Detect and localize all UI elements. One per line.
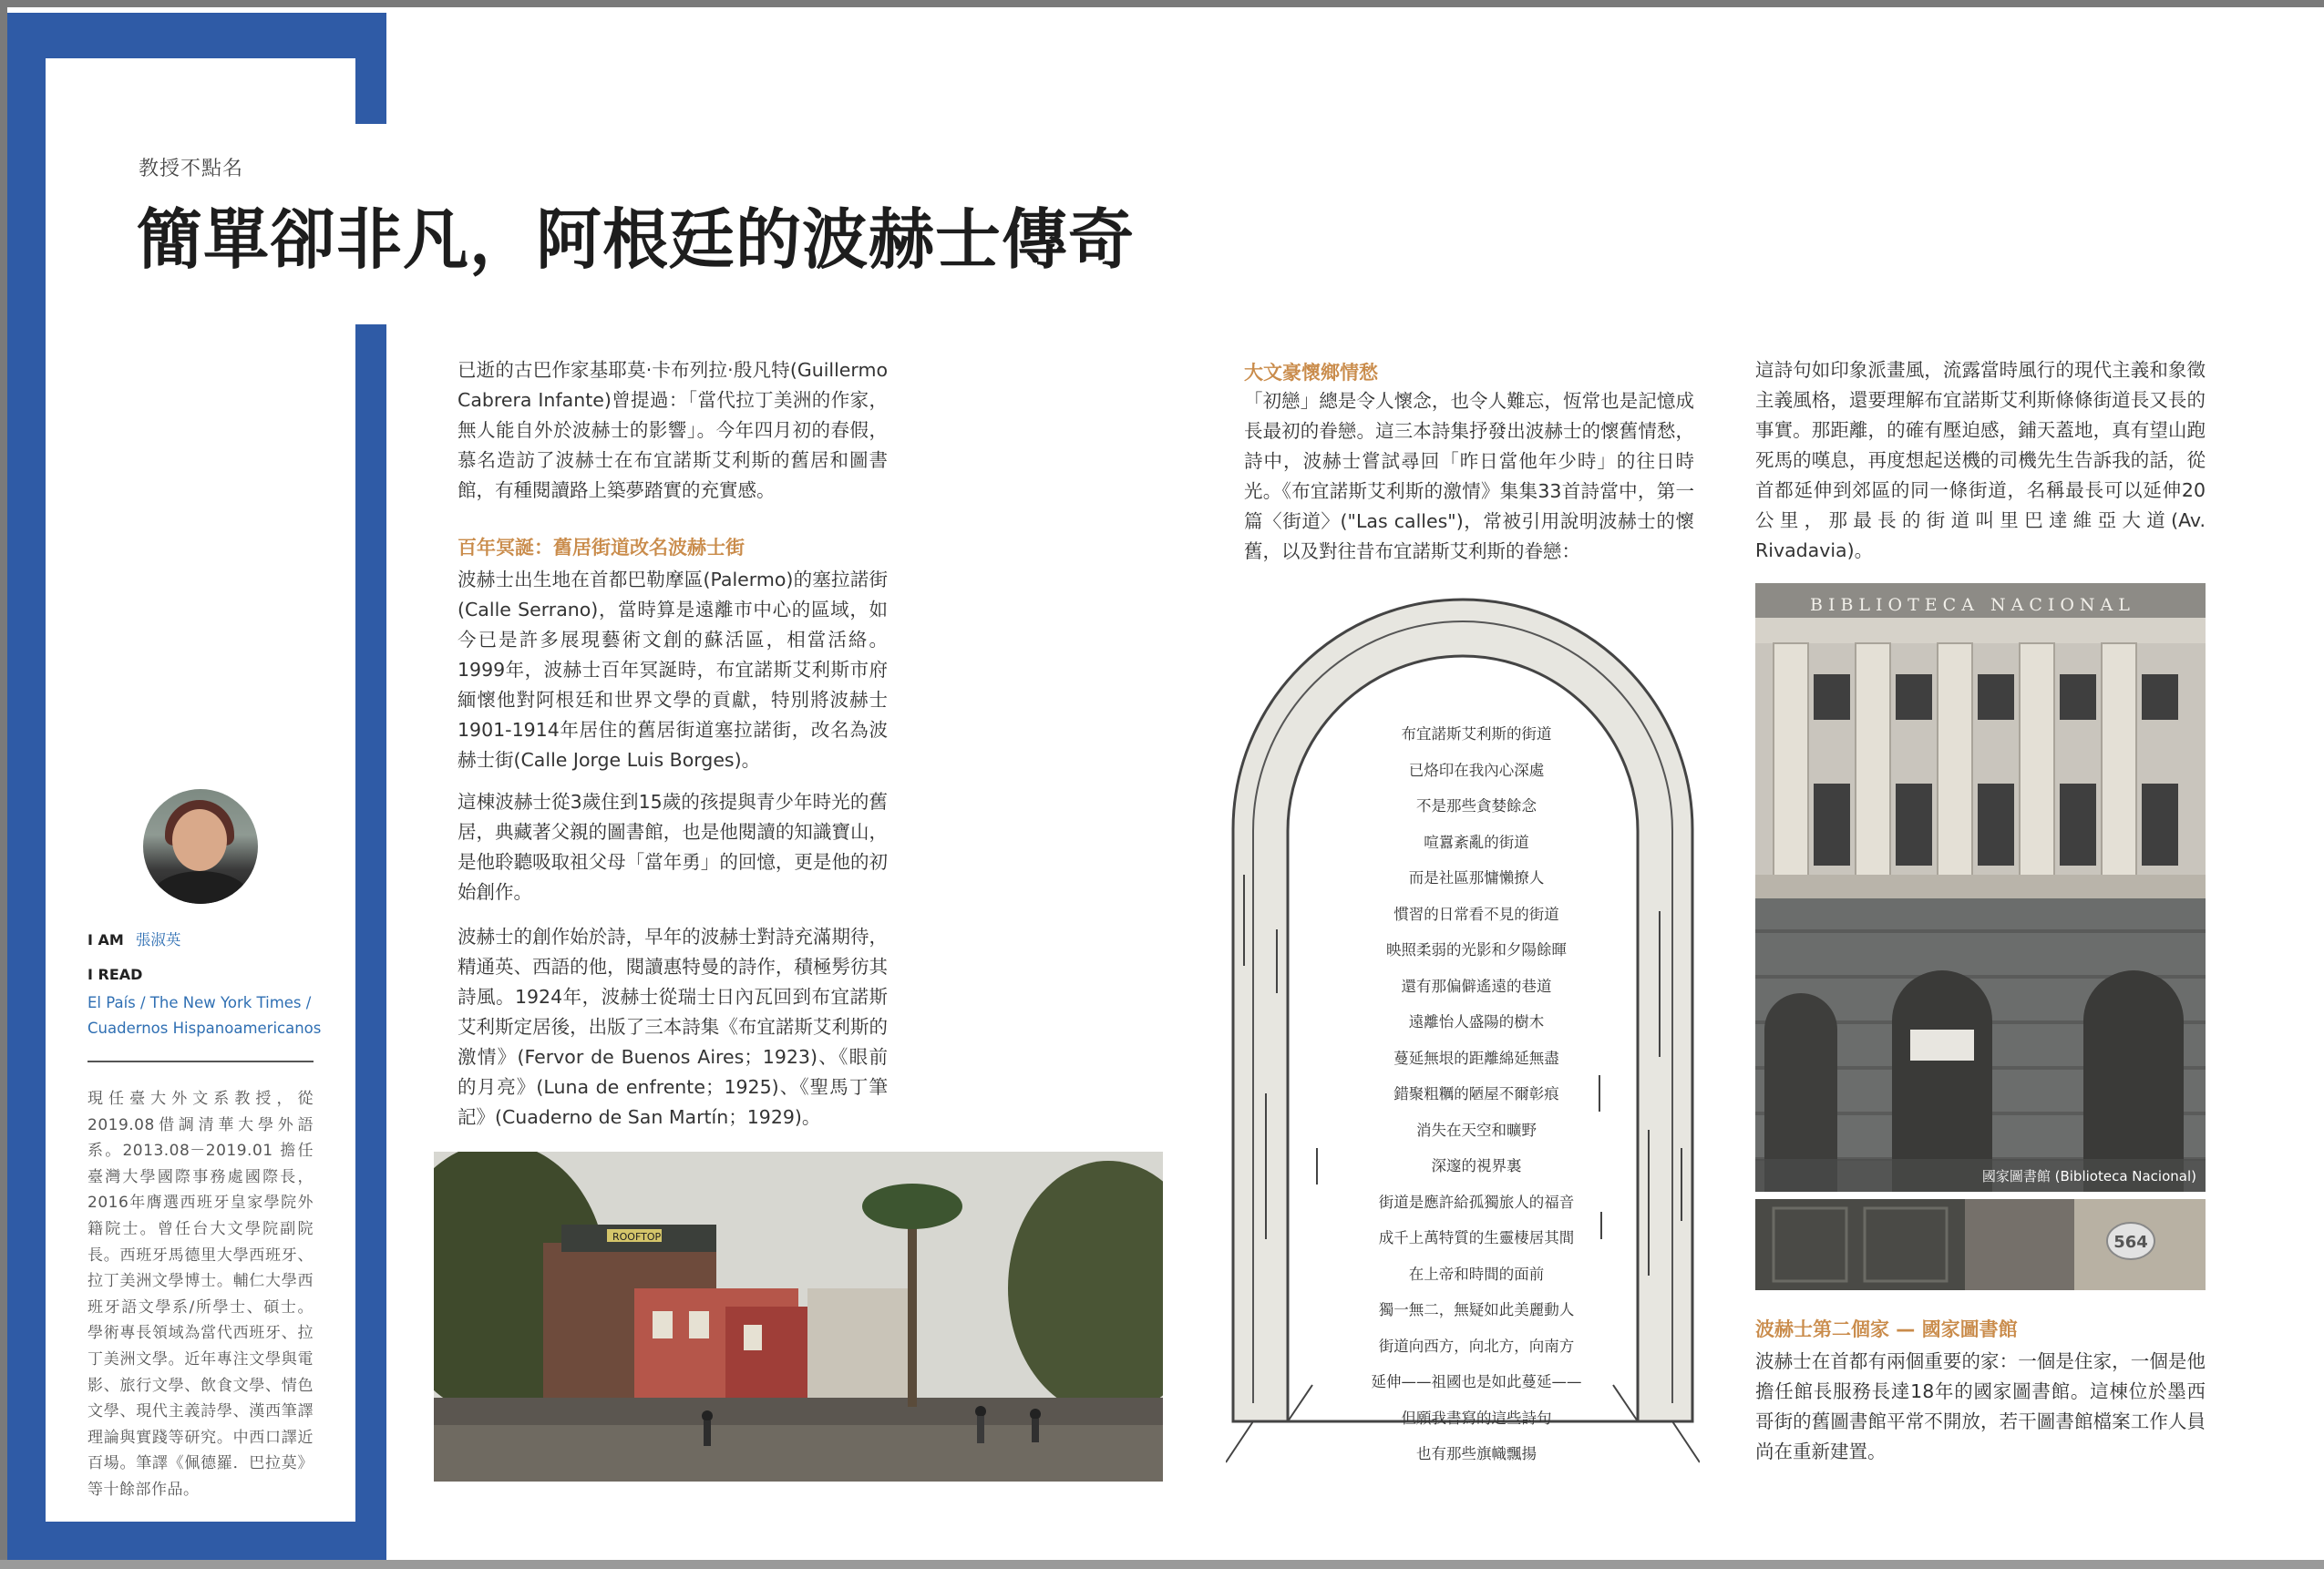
library-inscription: BIBLIOTECA NACIONAL (1810, 595, 2135, 615)
section-heading-old-home: 百年冥誕：舊居街道改名波赫士街 (458, 537, 745, 559)
poem-line: 獨一無二，無疑如此美麗動人 (1378, 1301, 1575, 1318)
poem-line: 蔓延無垠的距離綿延無盡 (1393, 1050, 1559, 1067)
poem-line: 映照柔弱的光影和夕陽餘暉 (1386, 941, 1567, 959)
library-photo (1755, 583, 2206, 1192)
poem-line: 成千上萬特質的生靈棲居其間 (1378, 1229, 1575, 1246)
page-top-border (0, 0, 2324, 7)
poem-line: 遠離怡人盛陽的樹木 (1408, 1013, 1545, 1031)
photo-caption: 國家圖書館 (Biblioteca Nacional) (1981, 1168, 2196, 1184)
reads-line-1: El País / The New York Times / (87, 994, 312, 1011)
street-photo (434, 1152, 1163, 1482)
poem-line: 深邃的視界裏 (1431, 1157, 1522, 1174)
iam-label: I AM (87, 931, 124, 949)
poem-line: 也有那些旗幟飄揚 (1416, 1445, 1537, 1462)
page-bottom-border (0, 1560, 2324, 1569)
reads-line-2: Cuadernos Hispanoamericanos (87, 1020, 322, 1037)
sidebar-divider (87, 1061, 314, 1062)
poem-line: 不是那些貪婪餘念 (1416, 797, 1537, 815)
poem-line: 而是社區那慵懶撩人 (1408, 869, 1545, 887)
paragraph-early-poetry: 波赫士的創作始於詩，早年的波赫士對詩充滿期待，精通英、西語的他，閱讀惠特曼的詩作，積極髣彷其詩風。1924年，波赫士從瑞士日內瓦回到布宜諾斯艾利斯定居後，出版了三本詩集《布宜諾斯艾利斯的激情》(Fervor de Buenos Aires；1923)、《眼前的月亮》(Luna de enfrente；1925)、《聖馬丁筆記》(Cuaderno de San Martín；1929)。 (458, 926, 888, 1128)
section-kicker: 教授不點名 (139, 158, 244, 180)
rooftop-sign: ROOFTOP (612, 1231, 662, 1243)
intro-paragraph: 已逝的古巴作家基耶莫·卡布列拉·殷凡特(Guillermo Cabrera Infante)曾提過：「當代拉丁美洲的作家，無人能自外於波赫士的影響」。今年四月初的春假，慕名造訪了波赫士在布宜諾斯艾利斯的舊居和圖書館，有種閱讀路上築夢踏實的充實感。 (458, 359, 888, 501)
poem-line: 街道是應許給孤獨旅人的福音 (1378, 1194, 1575, 1211)
poem-line: 錯聚粗糲的陋屋不爾彰痕 (1393, 1085, 1559, 1102)
poem-line: 已烙印在我內心深處 (1408, 762, 1545, 779)
section-heading-library: 波赫士第二個家 — 國家圖書館 (1755, 1318, 2018, 1340)
paragraph-childhood-home: 這棟波赫士從3歲住到15歲的孩提與青少年時光的舊居，典藏著父親的圖書館，也是他閱讀的知識寶山，是他聆聽吸取祖父母「當年勇」的回憶，更是他的初始創作。 (458, 791, 888, 903)
door-detail-photo (1755, 1199, 2206, 1290)
poem-line: 喧囂紊亂的街道 (1424, 834, 1529, 851)
iam-line (87, 928, 180, 953)
author-name: 張淑英 (135, 931, 181, 949)
poem-line: 在上帝和時間的面前 (1408, 1266, 1545, 1283)
poem-line: 但願我書寫的這些詩句 (1401, 1410, 1552, 1427)
author-avatar (143, 789, 258, 904)
author-bio: 現任臺大外文系教授，從2019.08借調清華大學外語系。2013.08－2019.01 擔任臺灣大學國際事務處國際長，2016年膺選西班牙皇家學院外籍院士。曾任台大文學院副院長。西班牙馬德里大學西班牙、拉丁美洲文學博士。輔仁大學西班牙語文學系/所學士、碩士。學術專長領域為當代西班牙、拉丁美洲文學。近年專注文學與電影、旅行文學、飲食文學、情色文學、現代主義詩學、漢西筆譯理論與實踐等研究。中西口譯近百場。筆譯《佩德羅．巴拉莫》等十餘部作品。 (87, 1090, 314, 1499)
poem-line: 街道向西方，向北方，向南方 (1378, 1338, 1575, 1355)
paragraph-birthplace: 波赫士出生地在首都巴勒摩區(Palermo)的塞拉諾街(Calle Serrano)，當時算是遠離市中心的區域，如今已是許多展現藝術文創的蘇活區，相當活絡。1999年，波赫士百年冥誕時，布宜諾斯艾利斯市府緬懷他對阿根廷和世界文學的貢獻，特別將波赫士1901-1914年居住的舊居街道塞拉諾街，改名為波赫士街(Calle Jorge Luis Borges)。 (458, 569, 888, 771)
iread-label: I READ (87, 966, 143, 983)
poem-line: 布宜諾斯艾利斯的街道 (1401, 725, 1552, 743)
poem-line: 延伸——祖國也是如此蔓延—— (1371, 1373, 1582, 1390)
address-plaque: 564 (2113, 1233, 2148, 1252)
section-heading-nostalgia: 大文豪懷鄉情愁 (1244, 362, 1378, 384)
poem-line: 消失在天空和曠野 (1416, 1122, 1537, 1139)
paragraph-first-love: 「初戀」總是令人懷念，也令人難忘，恆常也是記憶成長最初的眷戀。這三本詩集抒發出波赫士的懷舊情愁，詩中，波赫士嘗試尋回「昨日當他年少時」的往日時光。《布宜諾斯艾利斯的激情》集集33首詩當中，第一篇〈街道〉("Las calles")，常被引用說明波赫士的懷舊，以及對往昔布宜諾斯艾利斯的眷戀： (1244, 390, 1694, 562)
page-title: 簡單卻非凡，阿根廷的波赫士傳奇 (137, 201, 1136, 278)
paragraph-library: 波赫士在首都有兩個重要的家：一個是住家，一個是他擔任館長服務長達18年的國家圖書館。這棟位於墨西哥街的舊圖書館平常不開放，若干圖書館檔案工作人員尚在重新建置。 (1755, 1350, 2206, 1462)
page-left-border (0, 0, 7, 1569)
poem-line: 還有那偏僻遙遠的巷道 (1401, 978, 1552, 995)
poem-line: 慣習的日常看不見的街道 (1393, 906, 1559, 923)
paragraph-long-streets: 這詩句如印象派畫風，流露當時風行的現代主義和象徵主義風格，還要理解布宜諾斯艾利斯條條街道長又長的事實。那距離，的確有壓迫感，鋪天蓋地，真有望山跑死馬的嘆息，再度想起送機的司機先生告訴我的話，從首都延伸到郊區的同一條街道，名稱最長可以延伸20公里，那最長的街道叫里巴達維亞大道(Av. Rivadavia)。 (1755, 359, 2206, 561)
